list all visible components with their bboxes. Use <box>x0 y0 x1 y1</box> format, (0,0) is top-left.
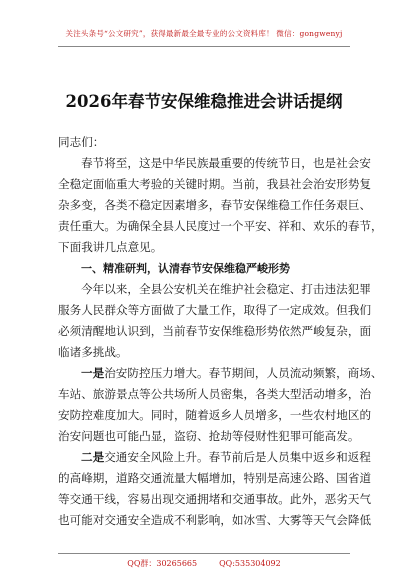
paragraph-situation <box>58 279 372 363</box>
header-divider <box>58 46 350 47</box>
paragraph-line: 下面我讲几点意见。 <box>58 240 163 254</box>
paragraph-line: 杂多变，各类不稳定因素增多，春节安保维稳工作任务艰巨、 <box>58 198 372 212</box>
point-lead: 一是 <box>81 366 105 380</box>
paragraph-line: 临诸多挑战。 <box>58 345 128 359</box>
footer-divider <box>58 553 350 554</box>
point-text: 交通安全风险上升。春节前后是人员集中返乡和返程 <box>104 450 371 464</box>
paragraph-line: 今年以来，全县公安机关在维护社会稳定、打击违法犯罪 <box>81 282 371 296</box>
document-body <box>58 132 383 531</box>
paragraph-security <box>58 363 383 447</box>
paragraph-line: 安防控难度加大。同时，随着返乡人员增多，一些农村地区的 <box>58 408 372 422</box>
paragraph-line: 治安问题也可能凸显，盗窃、抢劫等侵财性犯罪可能高发。 <box>58 429 360 443</box>
header-note: 关注头条号“公文研究”，获得最新最全最专业的公文资料库！ 微信：gongwenyj <box>65 29 343 38</box>
paragraph-line: 的高峰期，道路交通流量大幅增加，特别是高速公路、国省道 <box>58 471 372 485</box>
point-text: 治安防控压力增大。春节期间，人员流动频繁，商场、 <box>104 366 383 380</box>
document-title: 2026年春节安保维稳推进会讲话提纲 <box>65 92 343 111</box>
paragraph-traffic <box>58 447 372 531</box>
footer-qq-group: QQ群：30265665 <box>127 559 198 568</box>
paragraph-line: 责任重大。为确保全县人民度过一个平安、祥和、欢乐的春节， <box>58 219 383 233</box>
salutation: 同志们： <box>58 135 105 149</box>
paragraph-intro <box>58 153 383 258</box>
paragraph-line <box>58 447 371 468</box>
paragraph-line: 必须清醒地认识到，当前春节安保维稳形势依然严峻复杂，面 <box>58 324 372 338</box>
paragraph-line: 也可能对交通安全造成不利影响，如冰雪、大雾等天气会降低 <box>58 513 372 527</box>
paragraph-line: 全稳定面临重大考验的关键时期。当前，我县社会治安形势复 <box>58 177 372 191</box>
paragraph-line: 春节将至，这是中华民族最重要的传统节日，也是社会安 <box>81 156 371 170</box>
section-heading: 一、精准研判，认清春节安保维稳严峻形势 <box>81 262 290 275</box>
point-lead: 二是 <box>81 450 105 464</box>
footer <box>0 558 408 569</box>
footer-qq: QQ:535304092 <box>219 559 281 568</box>
paragraph-line <box>58 363 383 384</box>
paragraph-line: 服务人民群众等方面做了大量工作，取得了一定成效。但我们 <box>58 303 372 317</box>
paragraph-line: 车站、旅游景点等公共场所人员密集，各类大型活动增多，治 <box>58 387 372 401</box>
paragraph-line: 等交通干线，容易出现交通拥堵和交通事故。此外，恶劣天气 <box>58 492 372 506</box>
